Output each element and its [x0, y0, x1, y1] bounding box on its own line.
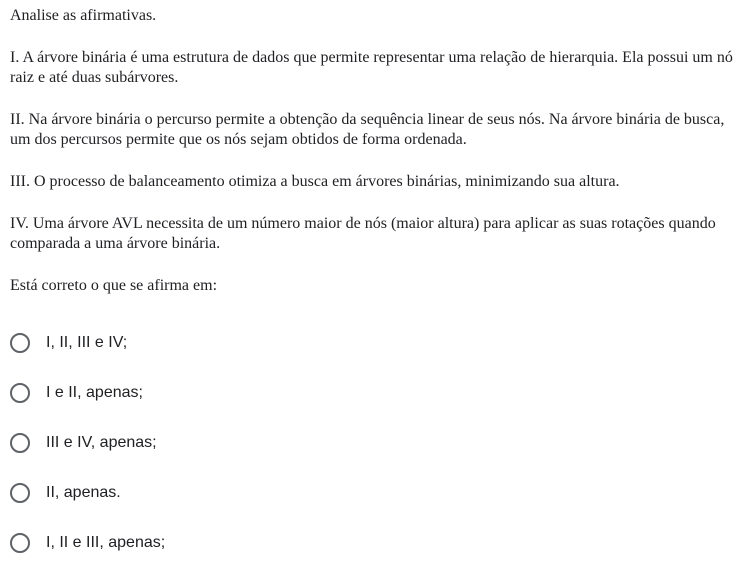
statement-4: IV. Uma árvore AVL necessita de um número maior de nós (maior altura) para aplicar as suas rotações quando comparada a uma árvore binária. — [10, 215, 716, 252]
option-2[interactable] — [10, 368, 730, 418]
option-1-label[interactable]: I, II, III e IV; — [46, 334, 128, 351]
option-5-label[interactable]: I, II e III, apenas; — [46, 534, 166, 551]
option-2-label[interactable]: I e II, apenas; — [46, 384, 143, 401]
radio-button-1[interactable] — [10, 333, 30, 353]
statement-2: II. Na árvore binária o percurso permite a obtenção da sequência linear de seus nós. Na árvore binária de busca, um dos percursos permite que os nós sejam obtidos de forma ordenada. — [10, 111, 725, 148]
question-text — [10, 6, 740, 296]
option-4-label[interactable]: II, apenas. — [46, 484, 121, 501]
radio-button-5[interactable] — [10, 533, 30, 553]
option-3-label[interactable]: III e IV, apenas; — [46, 434, 157, 451]
statement-1: I. A árvore binária é uma estrutura de dados que permite representar uma relação de hierarquia. Ela possui um nó raiz e até duas subárvores. — [10, 49, 733, 86]
statement-3: III. O processo de balanceamento otimiza a busca em árvores binárias, minimizando sua altura. — [10, 173, 620, 190]
option-5[interactable] — [10, 518, 730, 568]
question-intro: Analise as afirmativas. — [10, 7, 157, 24]
radio-button-2[interactable] — [10, 383, 30, 403]
option-1[interactable] — [10, 318, 730, 368]
option-4[interactable] — [10, 468, 730, 518]
answer-options — [10, 318, 730, 568]
radio-button-4[interactable] — [10, 483, 30, 503]
radio-button-3[interactable] — [10, 433, 30, 453]
question-prompt: Está correto o que se afirma em: — [10, 277, 218, 294]
option-3[interactable] — [10, 418, 730, 468]
